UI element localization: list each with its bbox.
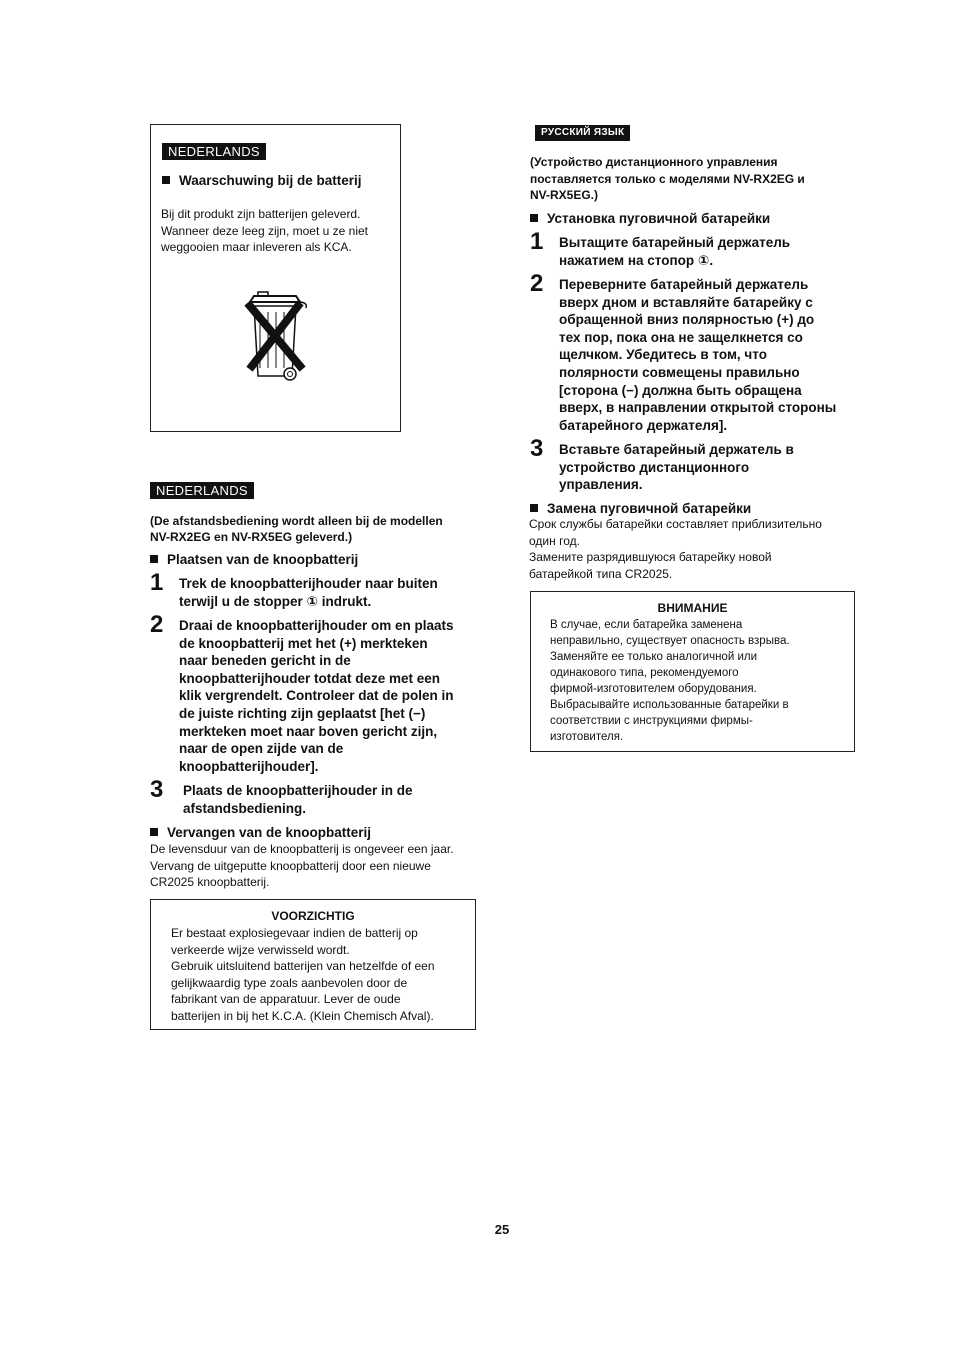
ru-caution-title: ВНИМАНИЕ	[657, 601, 728, 615]
bullet-square-icon	[150, 555, 158, 563]
page-number: 25	[494, 1222, 510, 1237]
step-number: 3	[150, 776, 164, 803]
bullet-square-icon	[162, 176, 170, 184]
nl-replace-heading: Vervangen van de knoopbatterij	[150, 824, 371, 841]
nl-caution-text: Er bestaat explosiegevaar indien de batterij op verkeerde wijze verwisseld wordt. Gebruik uitsluitend batterijen van hetzelfde of een gelijkwaardig type zoals aanbevolen door de fabrikant van de apparatuur. Lever de oude batterijen in bij het K.C.A. (Klein Chemisch Afval).	[171, 926, 435, 1023]
language-tag-nl-bottom: NEDERLANDS	[150, 482, 254, 499]
bullet-square-icon	[530, 504, 538, 512]
nl-warning-text: Bij dit produkt zijn batterijen geleverd. Wanneer deze leeg zijn, moet u ze niet weggooien maar inleveren als KCA.	[161, 207, 369, 254]
bullet-square-icon	[530, 214, 538, 222]
ru-caution-box	[530, 591, 855, 752]
step-number: 2	[530, 270, 544, 297]
language-tag-nl-top: NEDERLANDS	[162, 143, 266, 160]
ru-caution-text: В случае, если батарейка заменена неправильно, существует опасность взрыва. Заменяйте ее только аналогичной или одинакового типа, рекомендуемого фирмой-изготовителем оборудования. Выбрасывайте использованные батарейки в соответствии с инструкциями фирмы- изготовителя.	[550, 619, 790, 743]
step-number: 1	[530, 228, 544, 255]
step-number: 2	[150, 611, 164, 638]
nl-install-heading: Plaatsen van de knoopbatterij	[150, 551, 358, 568]
nl-caution-title: VOORZICHTIG	[271, 909, 355, 923]
step-number: 3	[530, 435, 544, 462]
step-number: 1	[150, 569, 164, 596]
nl-model-note: (De afstandsbediening wordt alleen bij de modellen NV-RX2EG en NV-RX5EG geleverd.)	[150, 514, 443, 544]
ru-install-heading: Установка пуговичной батарейки	[530, 210, 770, 227]
nl-caution-box	[150, 899, 476, 1030]
ru-model-note: (Устройство дистанционного управления поставляется только с моделями NV-RX2EG и NV-RX5EG.)	[530, 155, 805, 202]
nl-warning-heading: Waarschuwing bij de batterij	[162, 172, 362, 189]
crossed-out-wheelie-bin-icon	[236, 288, 316, 388]
language-tag-ru: РУССКИЙ ЯЗЫК	[535, 125, 630, 141]
ru-replace-text: Срок службы батарейки составляет приблизительно один год. Замените разрядившуюся батарейку новой батарейкой типа CR2025.	[529, 517, 822, 581]
nl-replace-text: De levensduur van de knoopbatterij is ongeveer een jaar. Vervang de uitgeputte knoopbatterij door een nieuwe CR2025 knoopbatterij.	[150, 842, 454, 889]
nl-warning-box	[150, 124, 401, 432]
bullet-square-icon	[150, 828, 158, 836]
ru-replace-heading: Замена пуговичной батарейки	[530, 500, 751, 517]
